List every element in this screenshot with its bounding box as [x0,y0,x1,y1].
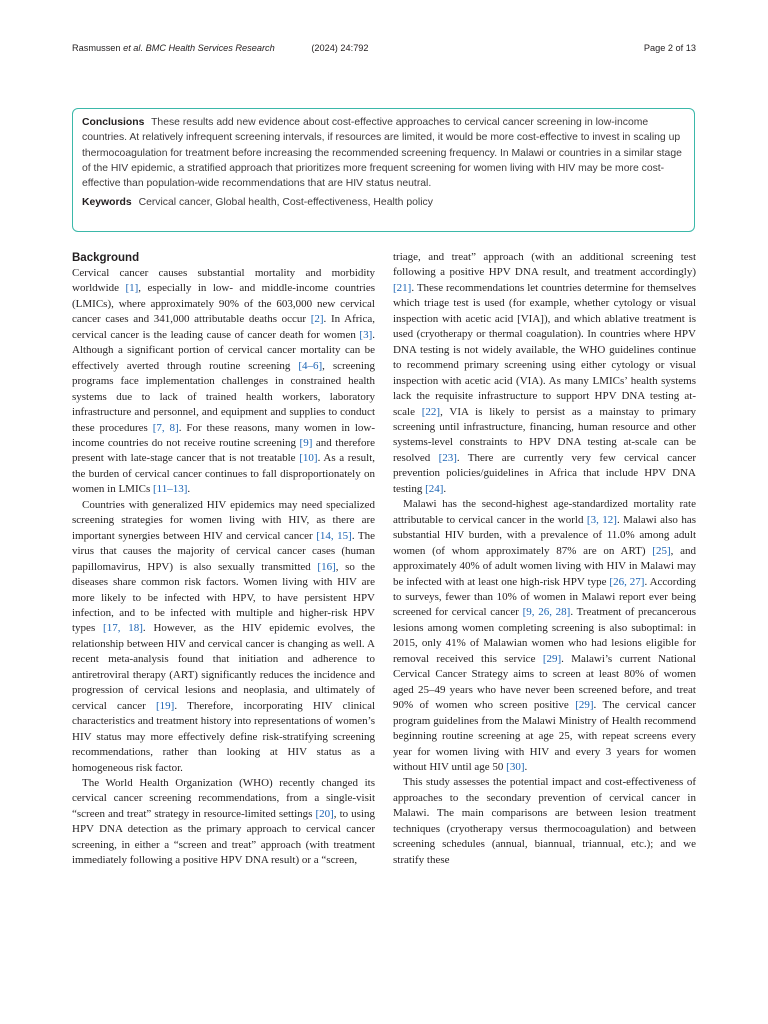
citation-link[interactable]: [3, 12] [586,513,617,526]
section-heading-background: Background [72,252,140,264]
paragraph-text: The World Health Organization (WHO) recently changed its cervical cancer screening recommendations, from a single-visit “screen and treat” strategy in resource-limited settings [72,776,375,820]
citation-link[interactable]: [11–13] [152,483,188,496]
paragraph-text: triage, and treat” approach (with an additional screening test following a positive HPV DNA result, and treatment accordingly) [393,251,696,279]
citation-link[interactable]: [29] [575,699,594,712]
header-volume: (2024) 24:792 [311,43,369,53]
body-paragraph [393,775,696,868]
body-paragraph [72,498,375,776]
citation-link[interactable]: [23] [438,451,457,464]
citation-link[interactable]: [30] [506,760,525,773]
paragraph-text: , and approximately 40% of adult women living with HIV in Malawi may be infected with at least one high-risk HPV type [393,544,696,588]
citation-link[interactable]: [26, 27] [609,575,645,588]
paragraph-text: . Therefore, incorporating HIV clinical characteristics and treatment history into representations of women’s HIV status may more effectively define risk-stratifying screening recommendations, rather than looking at HIV status as a homogeneous risk factor. [72,699,376,774]
paragraph-text: , VIA is likely to persist as a mainstay to primary screening until infrastructure, financing, human resource and other systems-level constraints to HPV DNA testing at-scale can be resolved [393,405,697,464]
citation-link[interactable]: [25] [652,544,671,557]
header-authors: Rasmussen [72,43,121,53]
paragraph-text: . There are currently very few cervical cancer prevention policies/guidelines in Africa that include HPV DNA testing [393,451,696,495]
paragraph-text: . For these reasons, many women in low-income countries do not receive routine screening [72,421,375,449]
paragraph-text: . According to surveys, fewer than 10% of women in Malawi report ever being screened for cervical cancer [393,575,696,619]
citation-link[interactable]: [7, 8] [152,421,179,434]
left-column [72,250,375,869]
citation-link[interactable]: [4–6] [298,359,323,372]
paragraph-text: Cervical cancer causes substantial mortality and morbidity worldwide [72,267,375,295]
citation-link[interactable]: [3] [359,328,373,341]
keywords-text: Cervical cancer, Global health, Cost-effectiveness, Health policy [138,197,433,209]
body-paragraph [393,497,696,775]
citation-link[interactable]: [10] [299,452,318,465]
paragraph-text: . Malawi also has substantial HIV burden, with a prevalence of 11.0% among adult women (of whom approximately 87% are on ART) [393,513,697,557]
paragraph-text: Countries with generalized HIV epidemics may need specialized screening strategies for women living with HIV, as there are important synergies between HIV and cervical cancer [72,498,375,542]
citation-link[interactable]: [19] [156,699,175,712]
paragraph-text: . Although a significant portion of cervical cancer mortality can be effectively averted through routine screening [72,328,375,372]
conclusions-label: Conclusions [82,117,145,128]
conclusions-paragraph [82,115,686,191]
paragraph-text: . [187,483,191,496]
citation-link[interactable]: [9, 26, 28] [522,606,571,619]
paragraph-text: . Malawi’s current National Cervical Cancer Strategy aims to screen at least 80% of women aged 25–49 years who have never been screened before, and treat 90% of women who screen positive [393,652,696,712]
citation-link[interactable]: [2] [310,313,324,326]
paragraph-text: , especially in low- and middle-income countries (LMICs), where approximately 90% of the 603,000 new cervical cancer cases and 341,000 attributable deaths occur [72,282,376,326]
paragraph-text: This study assesses the potential impact and cost-effectiveness of approaches to the secondary prevention of cervical cancer in Malawi. The main comparisons are between lesion treatment techniques (cryotherapy versus thermocoagulation) and between screening schedules (annual, biannual, triannual, etc.); and we stratify these [393,776,696,866]
paragraph-text: . However, as the HIV epidemic evolves, the relationship between HIV and cervical cancer is changing as well. A recent meta-analysis found that initiation and adherence to antiretroviral therapy (ART) significantly reduces the incidence and progression of cervical lesions and neoplasia, and ultimately of cervical cancer [72,622,375,712]
body-paragraph [72,776,375,869]
paragraph-text: Malawi has the second-highest age-standardized mortality rate attributable to cervical cancer in the world [393,498,696,526]
paragraph-text: . Treatment of precancerous lesions among women completing screening is also suboptimal: in 2015, only 41% of Malawian women who had lesions eligible for removal received this service [393,606,696,665]
paragraph-text: , screening programs face implementation challenges in constrained health systems due to lack of trained health workers, laboratory infrastructure and personnel, and equipment and supplies to conduct these procedures [72,359,375,434]
conclusions-text: These results add new evidence about cost-effective approaches to cervical cancer screening in low-income countries. At relatively infrequent screening intervals, if resources are limited, it would be more cost-effective to invest in scaling up thermocoagulation for treatment before increasing the recommended screening frequency. In Malawi or countries in a similar stage of the HIV epidemic, a stratified approach that prioritizes more frequent screening for women living with HIV may be more cost-effective than population-wide recommendations that are HIV status neutral. [82,117,682,190]
paragraph-text: . In Africa, cervical cancer is the leading cause of cancer death for women [72,313,375,341]
paragraph-text: . As a result, the burden of cervical cancer continues to fall disproportionately on women in LMICs [72,452,375,496]
citation-link[interactable]: [1] [125,282,139,295]
citation-link[interactable]: [20] [315,807,334,820]
paragraph-text: . The cervical cancer program guidelines from the Malawi Ministry of Health recommend beginning routine screening at age 25, with repeat screens every year for women living with HIV and every 3 years for women without HIV until age 50 [393,699,696,773]
paragraph-text: , so the diseases share common risk factors. Women living with HIV are more likely to be infected with HPV, to have persistent HPV infection, and to be infected with multiple and higher-risk HPV types [72,560,375,635]
page-number: Page 2 of 13 [643,43,696,53]
citation-link[interactable]: [24] [425,482,444,495]
right-column [393,250,696,868]
header-journal: BMC Health Services Research [145,43,275,53]
paragraph-text: , to using HPV DNA detection as the primary approach to cervical cancer screening, in either a “screen and treat” approach (with treatment immediately following a positive HPV DNA result) or a “screen, [72,807,375,867]
paragraph-text: . These recommendations let countries determine for themselves which triage test is used (for example, whether cytology or visual inspection with acetic acid [VIA]), and which ablative treatment is used (cryotherapy or thermal coagulation). In countries where HPV DNA testing is not widely available, the WHO guidelines continue to recommend primary screening using either cytology or visual inspection with acetic acid (VIA). As many LMICs’ health systems lack the requisite infrastructure to support HPV DNA testing at-scale [393,281,696,418]
citation-link[interactable]: [16] [317,560,336,573]
paragraph-text: and therefore present with late-stage cancer that is not treatable [72,436,375,465]
citation-link[interactable]: [14, 15] [316,529,352,542]
citation-link[interactable]: [29] [542,652,562,665]
keywords-paragraph [82,195,686,210]
keywords-label: Keywords [82,197,132,209]
citation-link[interactable]: [17, 18] [103,622,143,635]
abstract-box [72,108,695,232]
citation-link[interactable]: [22] [421,405,441,418]
body-paragraph [393,250,696,497]
citation-link[interactable]: [21] [393,281,412,294]
paragraph-text: . The virus that causes the majority of cervical cancer cases (human papillomavirus, HPV) is also sexually transmitted [72,529,375,573]
paragraph-text: . [524,760,528,773]
paragraph-text: . [443,482,447,495]
header-etal: et al. [123,43,143,53]
body-paragraph [72,266,375,498]
citation-link[interactable]: [9] [299,436,313,449]
running-header-citation [72,43,369,53]
